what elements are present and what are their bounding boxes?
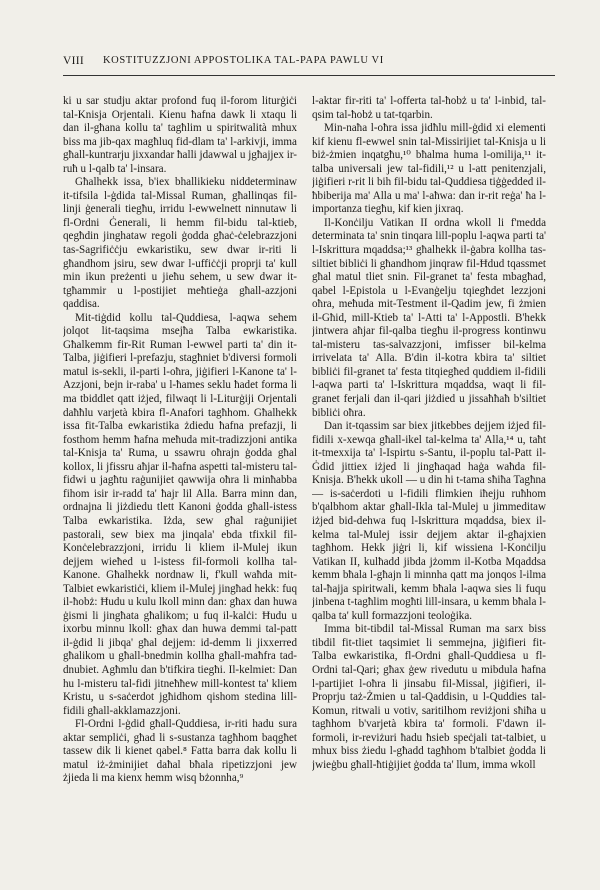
paragraph: Imma bit-tibdil tal-Missal Ruman ma sarx biss tibdil fit-tliet taqsimiet li semmejna, jiġifieri fit-Talba ewkaristika, fl-Ordni għall-Quddiesa u fl-Ordni tal-Qari; għax ġew rivedutu u mibdula ħafna l-partijiet l-oħra li jinsabu fil-Missal, jiġifieri, il-Proprju taż-Żmien u tal-Qaddisin, u l-Quddies tal-Komun, ritwali u votiv, saritilhom reviżjoni sħiħa u tagħhom b'varjetà kbira ta' formoli. F'dawn il-formoli, ir-reviżuri ħadu ħsieb speċjali tat-talbiet, u mhux biss żiedu l-għadd tagħhom b'talbiet ġodda li jwieġbu għall-ħtiġijiet ġodda ta' llum, imma wkoll	[312, 623, 546, 771]
paragraph: ki u sar studju aktar profond fuq il-forom liturġiċi tal-Knisja Orjentali. Kienu ħafna dawk li xtaqu li dan il-għana kollu ta' tagħlim u spiritwalità mhux biss ma jib-qax magħluq fid-dlam ta' l-arkivji, imma għall-kuntrarju jixxandar ħalli jdawwal u jgħajjex ir-ruħ u l-qalb ta' l-insara.	[63, 95, 297, 175]
left-column	[63, 95, 297, 875]
paragraph: Min-naħa l-oħra issa jidħlu mill-ġdid xi elementi kif kienu fl-ewwel snin tal-Missirijiet tal-Knisja u li biż-żmien inqatgħu,¹⁰ bħalma huma l-omilija,¹¹ it-talba universali jew tal-fidili,¹² u l-att penitenzjali, jiġifieri r-rit li bih fil-bidu tal-Quddiesa tiġġedded il-ħbiberija ma' Alla u ma' l-aħwa: dan ir-rit reġa' ħa l-importanza tiegħu, kif kien jixraq.	[312, 122, 546, 216]
right-column	[312, 95, 546, 875]
paragraph: Dan it-tqassim sar biex jitkebbes dejjem iżjed fil-fidili x-xewqa għall-ikel tal-kelma ta' Alla,¹⁴ u, taħt it-tmexxija ta' l-Ispirtu s-Santu, il-poplu tal-Patt il-Ġdid jittiex iżjed li jingħaqad haġa waħda fil-Knisja. B'hekk ukoll — u din hi t-tama sħiħa Tagħna — is-saċerdoti u l-fidili flimkien iħejju ruħhom b'qalbhom aktar għall-Ikla tal-Mulej u jimmeditaw iżjed bid-dehwa fuq l-Iskrittura mqaddsa, biex il-kelma tal-Mulej issir dejjem aktar il-għajxien tagħhom. Hekk jiġri li, kif wissiena l-Konċilju Vatikan II, kulħadd jibda jżomm il-Kotba Mqaddsa kemm bħala l-għajn li minnha qatt ma jonqos l-ilma tal-ħajja spiritwali, kemm bħala l-aqwa sies li fuqu jinbena t-tagħlim mogħti lill-insara, u kemm bħala l-qalba ta' kull formazzjoni teoloġika.	[312, 420, 546, 622]
paragraph: Fl-Ordni l-ġdid għall-Quddiesa, ir-riti hadu sura aktar sempliċi, għad li s-sustanza tagħhom baqgħet tassew dik li kienet qabel.⁸ Fatta barra dak kollu li matul iż-żminijiet daħal bħala ripetizzjoni jew żjieda li ma kienx hemm wisq bżonnha,⁹	[63, 718, 297, 785]
page-number: VIII	[63, 55, 84, 67]
header-rule	[63, 75, 555, 76]
paragraph: Il-Konċilju Vatikan II ordna wkoll li f'medda determinata ta' snin tinqara lill-poplu l-aqwa parti ta' l-Iskrittura mqaddsa;¹³ għalhekk il-ġabra kollha tas-siltiet bibliċi li għandhom jinqraw fil-Ħdud tqassmet għal matul tliet snin. Fil-granet ta' festa mbagħad, qabel l-Epistola u l-Evanġelju tqiegħdet lezzjoni oħra, meħuda mit-Testment il-Qadim jew, fi żmien il-Għid, mill-Ktieb ta' l-Atti ta' l-Appostli. B'hekk jintwera aħjar fil-qalba tiegħu il-progress kontinwu tal-misteru tas-salvazzjoni, imfisser bil-kelma irrivelata ta' Alla. B'din il-kotra kbira ta' siltiet bibliċi fil-granet ta' festa titqiegħed quddiem il-fidili l-aqwa parti ta' l-Iskrittura mqaddsa, waqt li fil-granet ferjali dan il-qari jiżdied u jissaħħaħ b'siltiet bibliċi oħra.	[312, 216, 546, 419]
paragraph: l-aktar fir-riti ta' l-offerta tal-ħobż u ta' l-inbid, tal-qsim tal-ħobż u tat-tqarbin.	[312, 95, 546, 121]
paragraph: Għalhekk issa, b'iex bhallikieku niddeterminaw it-tifsila l-ġdida tal-Missal Ruman, għallinqas fil-linji ġenerali tiegħu, irridu l-ewwelnett ninnutaw li fl-Ordni Ġenerali, li hemm fil-bidu tal-ktieb, qegħdin jinghataw regoli ġodda għaċ-ċelebrazzjoni tas-Sagrifiċċju ewkaristiku, sew dwar ir-riti li għandhom jsiru, sew dwar l-uffiċċji proprji ta' kull min ikun preżenti u jieħu sehem, u sew dwar it-tgħammir u l-postijiet meħtieġa għall-azzjoni qaddisa.	[63, 176, 297, 311]
page-header	[63, 54, 556, 72]
running-title: KOSTITUZZJONI APPOSTOLIKA TAL-PAPA PAWLU VI	[103, 55, 384, 66]
paragraph: Mit-tiġdid kollu tal-Quddiesa, l-aqwa sehem jolqot lit-taqsima msejħa Talba ewkaristika. Għalkemm fir-Rit Ruman l-ewwel parti ta' din it-Talba, jiġifieri l-prefazju, stagħniet b'diversi formoli matul is-sekli, il-parti l-oħra, jiġifieri l-Kanone ta' l-Azzjoni, bejn ir-raba' u l-ħames seklu ħadet forma li ma tbiddlet qatt iżjed, filwaqt li l-Liturġiji Orjentali daħħlu varjetà kbira fl-Anafori tagħhom. Għalhekk issa fit-Talba ewkaristika żdiedu ħafna prefazji, li fosthom hemm ħafna meħuda mit-tradizzjoni antika tal-Knisja ta' Ruma, u ssawru oħrajn ġodda għal kollox, li jfissru aħjar il-ħafna aspetti tal-misteru tal-fidwi u jagħtu raġunijiet qawwija oħra li minħabba fihom isir ir-radd ta' ħajr lil Alla. Barra minn dan, ordnajna li jiżdiedu tlett Kanoni ġodda għall-istess Talba ewkaristika. Iżda, sew għal raġunijiet pastorali, sew biex ma jinqala' ebda tfixkil fil-Konċelebrazzjoni, irridu li kliem il-Mulej ikun dejjem wieħed u l-istess fil-formoli kollha tal-Kanone. Għalhekk nordnaw li, f'kull waħda mit-Talbiet ewkaristiċi, kliem il-Mulej jingħad hekk: fuq il-ħobż: Ħudu u kulu lkoll minn dan: għax dan huwa ġismi li jingħata għalikom; u fuq il-kalċi: Ħudu u ixorbu minnu lkoll: għax dan huwa demmi tal-patt il-ġdid li jibqa' għal dejjem: id-demm li jixxerred għalikom u għall-bnedmin kollha għall-maħfra tad-dnubiet. Agħmlu dan b'tifkira tiegħi. Il-kelmiet: Dan hu l-misteru tal-fidi jitneħħew mill-kontest ta' kliem Kristu, u s-saċerdot jgħidhom qishom stedina lill-fidili għall-akklamazzjoni.	[63, 311, 297, 717]
